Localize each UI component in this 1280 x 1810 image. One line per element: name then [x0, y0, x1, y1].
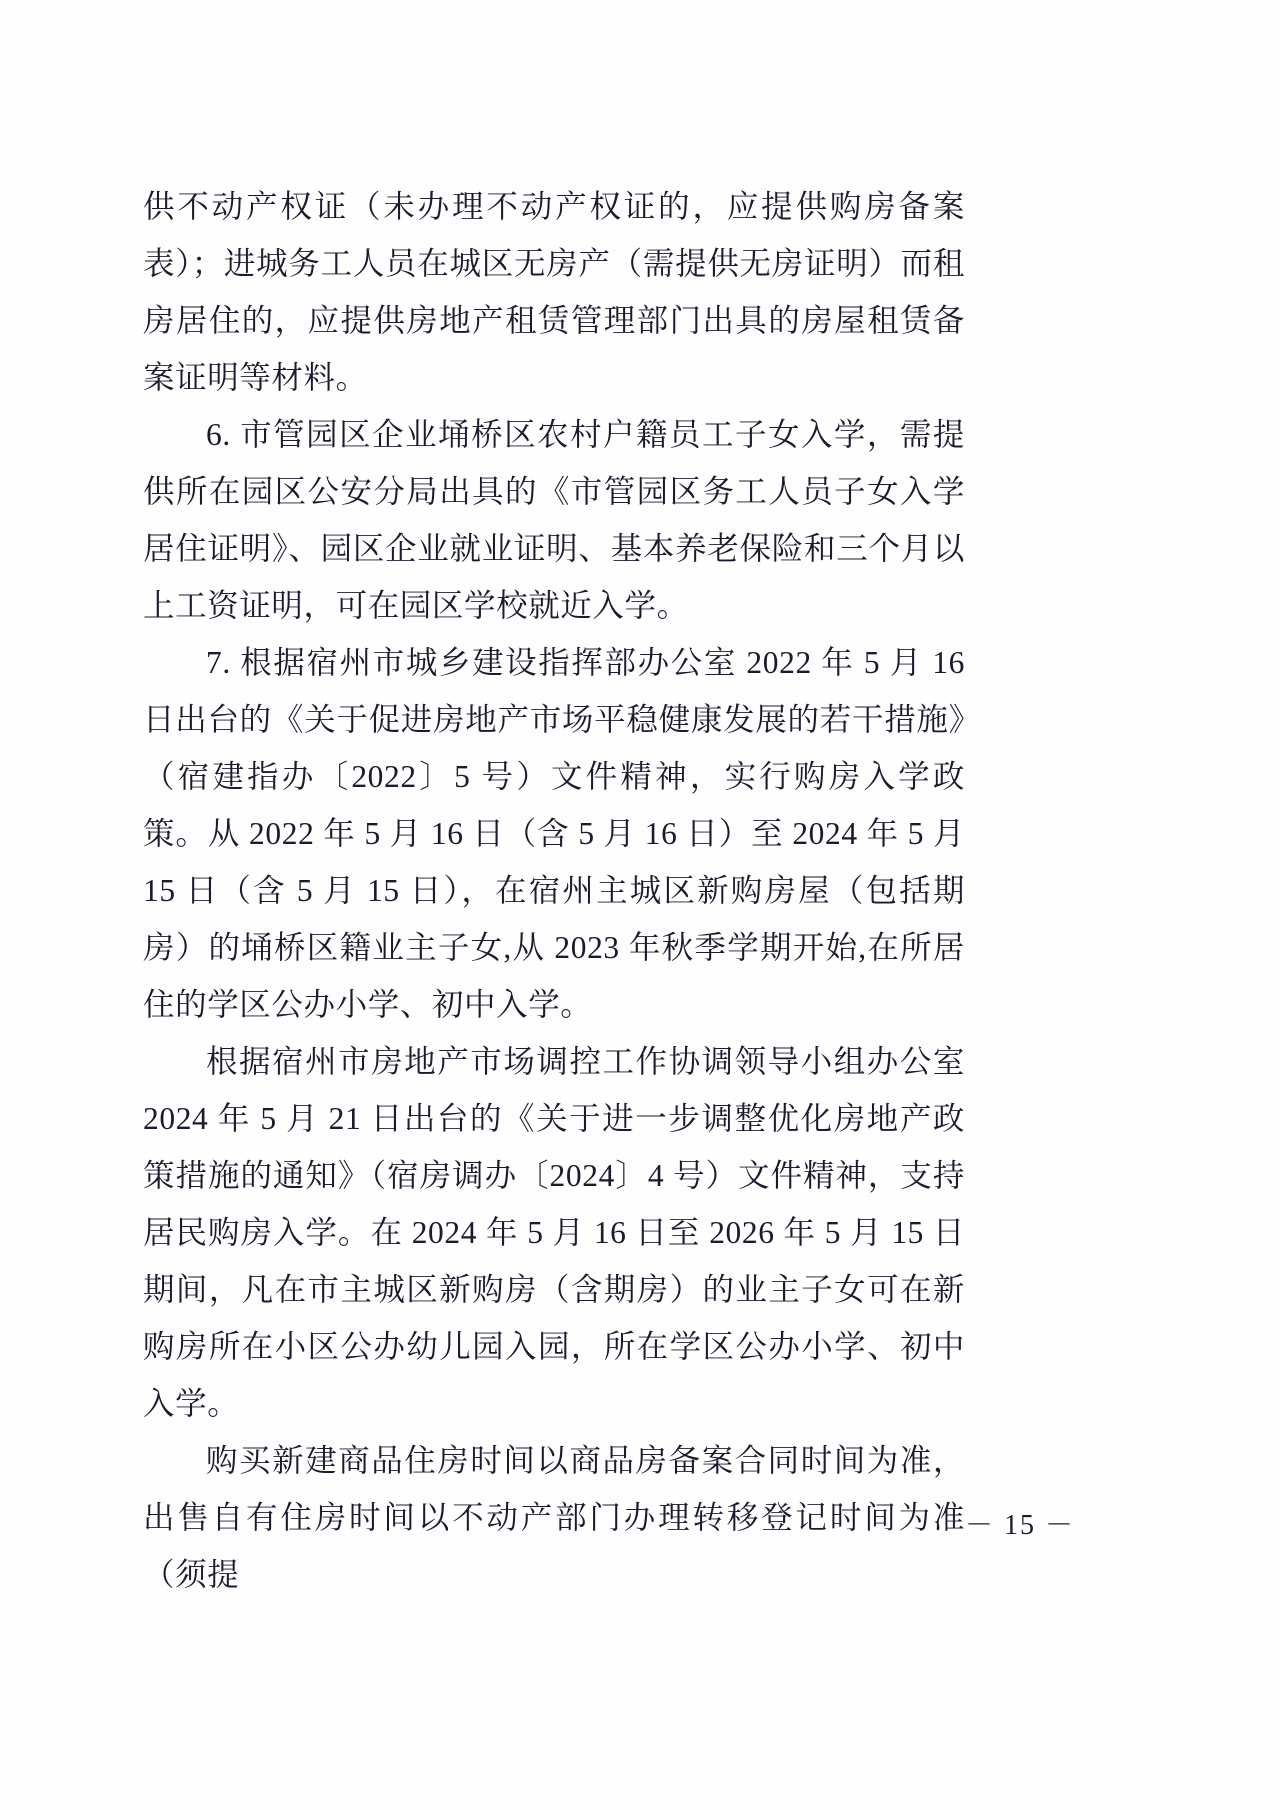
page-footer [0, 1503, 1280, 1543]
page-number: － 15 － [964, 1510, 1075, 1541]
paragraph-item-7: 7. 根据宿州市城乡建设指挥部办公室 2022 年 5 月 16 日出台的《关于促进房地产市场平稳健康发展的若干措施》（宿建指办〔2022〕5 号）文件精神，实行购房入学政策。从 2022 年 5 月 16 日（含 5 月 16 日）至 2024 年 5 月 15 日（含 5 月 15 日），在宿州主城区新购房屋（包括期房）的埇桥区籍业主子女,从 2023 年秋季学期开始,在所居住的学区公办小学、初中入学。 [143, 645, 974, 1022]
paragraph-policy-2024: 根据宿州市房地产市场调控工作协调领导小组办公室 2024 年 5 月 21 日出台的《关于进一步调整优化房地产政策措施的通知》（宿房调办〔2024〕4 号）文件精神，支持居民购房入学。在 2024 年 5 月 16 日至 2026 年 5 月 15 日期间，凡在市主城区新购房（含期房）的业主子女可在新购房所在小区公办幼儿园入园，所在学区公办小学、初中入学。 [143, 1044, 974, 1421]
document-body [143, 178, 974, 1603]
paragraph-item-6: 6. 市管园区企业埇桥区农村户籍员工子女入学，需提供所在园区公安分局出具的《市管园区务工人员子女入学居住证明》、园区企业就业证明、基本养老保险和三个月以上工资证明，可在园区学校就近入学。 [143, 417, 965, 623]
paragraph-continuation: 供不动产权证（未办理不动产权证的，应提供购房备案表）；进城务工人员在城区无房产（需提供无房证明）而租房居住的，应提供房地产租赁管理部门出具的房屋租赁备案证明等材料。 [143, 189, 965, 395]
paragraph-purchase-time: 购买新建商品住房时间以商品房备案合同时间为准，出售自有住房时间以不动产部门办理转移登记时间为准（须提 [143, 1443, 965, 1592]
